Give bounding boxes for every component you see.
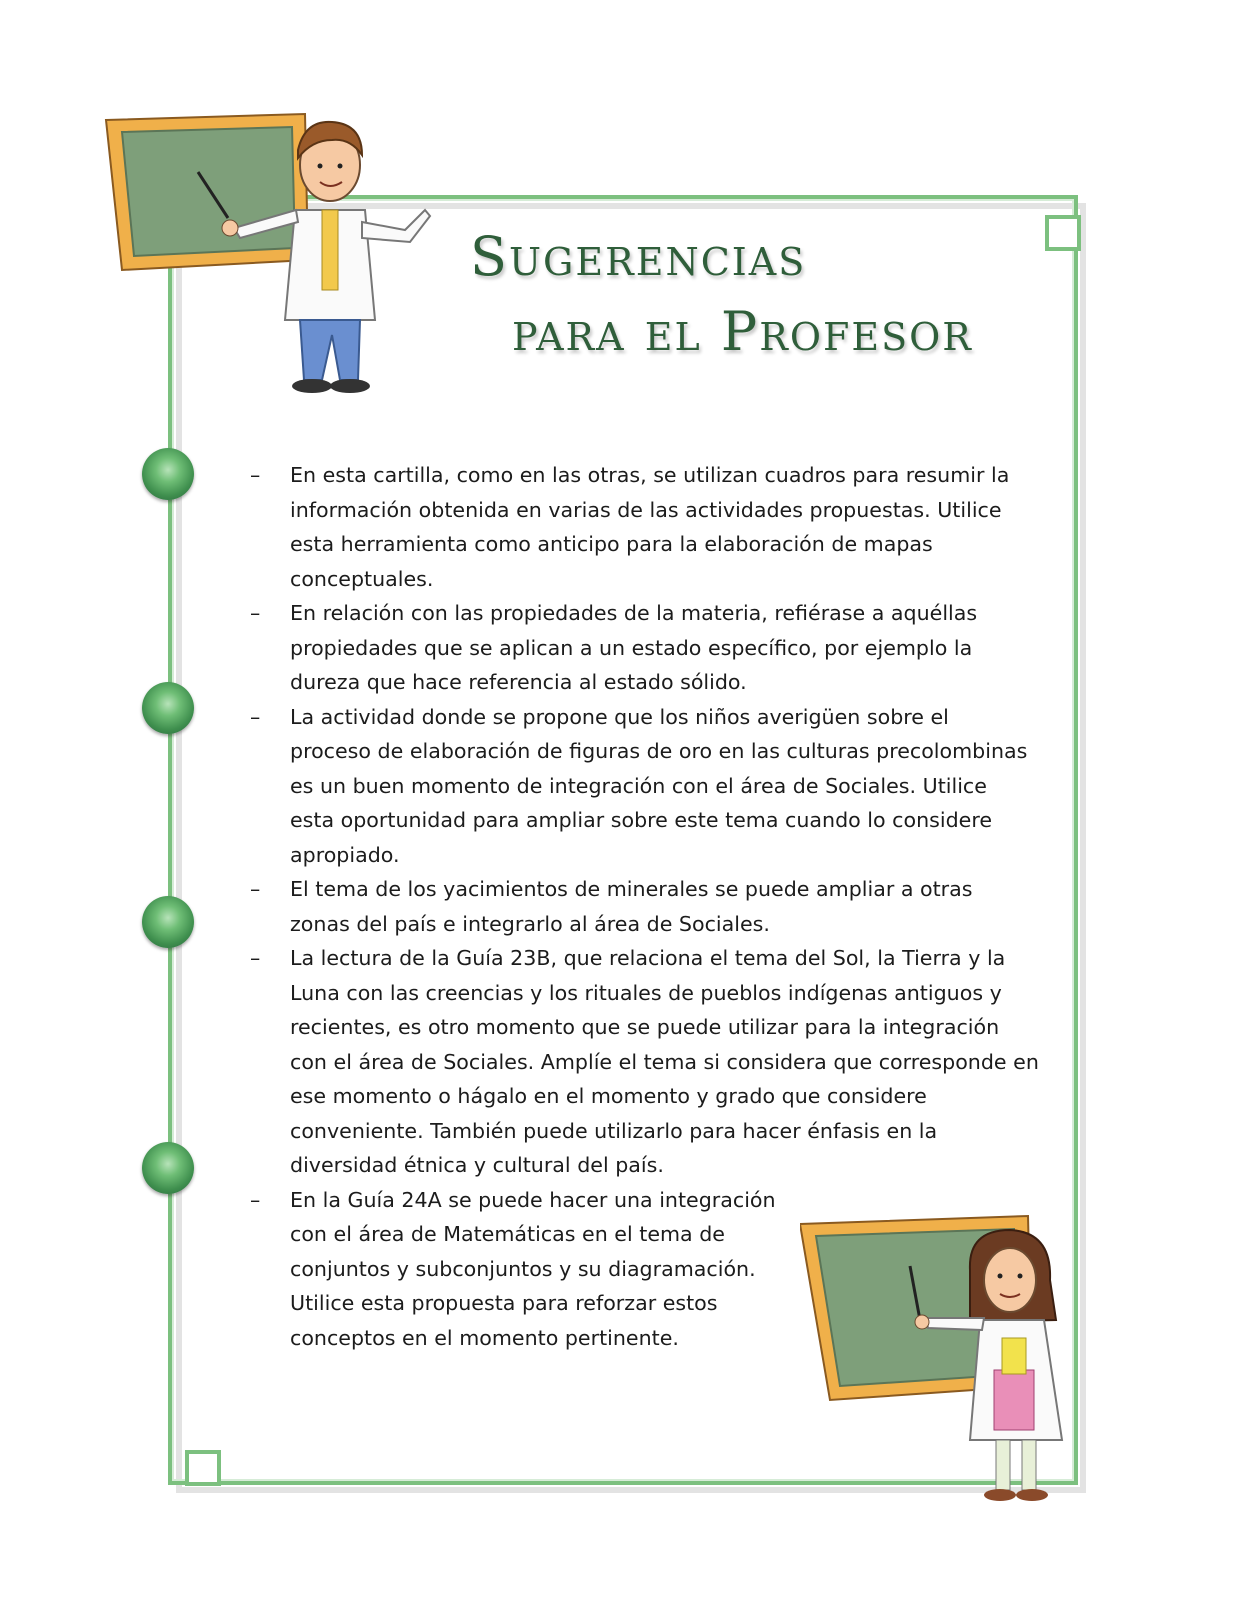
dash-marker: – xyxy=(250,463,261,487)
dash-marker: – xyxy=(250,877,261,901)
frame-corner-ornament xyxy=(1045,215,1081,251)
list-item xyxy=(250,596,1000,700)
item-text: En la Guía 24A se puede hacer una integración con el área de Matemáticas en el tema de conjuntos y subconjuntos y su diagramación. Utilice esta propuesta para reforzar estos conceptos en el momento pertinente. xyxy=(290,1187,776,1350)
list-item xyxy=(250,700,1030,873)
green-bead-icon xyxy=(142,682,194,734)
teacher-man-illustration xyxy=(100,110,450,400)
list-item xyxy=(250,941,1040,1183)
item-text: El tema de los yacimientos de minerales se puede ampliar a otras zonas del país e integrarlo al área de Sociales. xyxy=(290,877,973,936)
dash-marker: – xyxy=(250,704,261,729)
frame-corner-ornament xyxy=(185,1450,221,1486)
dash-marker: – xyxy=(250,946,261,970)
item-text: En relación con las propiedades de la materia, refiérase a aquéllas propiedades que se aplican a un estado específico, por ejemplo la dureza que hace referencia al estado sólido. xyxy=(290,601,978,694)
green-bead-icon xyxy=(142,448,194,500)
item-text: La lectura de la Guía 23B, que relaciona el tema del Sol, la Tierra y la Luna con las creencias y los rituales de pueblos indígenas antiguos y recientes, es otro momento que se puede utilizar para la integración con el área de Sociales. Amplíe el tema si considera que corresponde en ese momento o hágalo en el momento y grado que considere conveniente. También puede utilizarlo para hacer énfasis en la diversidad étnica y cultural del país. xyxy=(290,946,1039,1177)
item-text: En esta cartilla, como en las otras, se utilizan cuadros para resumir la información obtenida en varias de las actividades propuestas. Utilice esta herramienta como anticipo para la elaboración de mapas conceptuales. xyxy=(290,463,1010,591)
list-item xyxy=(250,872,1035,941)
list-item xyxy=(250,1183,785,1356)
page-title-line-2: para el Profesor xyxy=(512,300,973,363)
chalkboard-icon xyxy=(106,114,308,270)
green-bead-icon xyxy=(142,1142,194,1194)
item-text: La actividad donde se propone que los niños averigüen sobre el proceso de elaboración de figuras de oro en las culturas precolombinas es un buen momento de integración con el área de Sociales. Utilice esta oportunidad para ampliar sobre este tema cuando lo considere apropiado. xyxy=(290,704,1028,867)
green-bead-icon xyxy=(142,896,194,948)
page-title-line-1: Sugerencias xyxy=(470,225,807,288)
dash-marker: – xyxy=(250,601,261,625)
teacher-woman-illustration xyxy=(800,1210,1080,1510)
list-item xyxy=(250,458,1010,596)
dash-marker: – xyxy=(250,1187,261,1212)
